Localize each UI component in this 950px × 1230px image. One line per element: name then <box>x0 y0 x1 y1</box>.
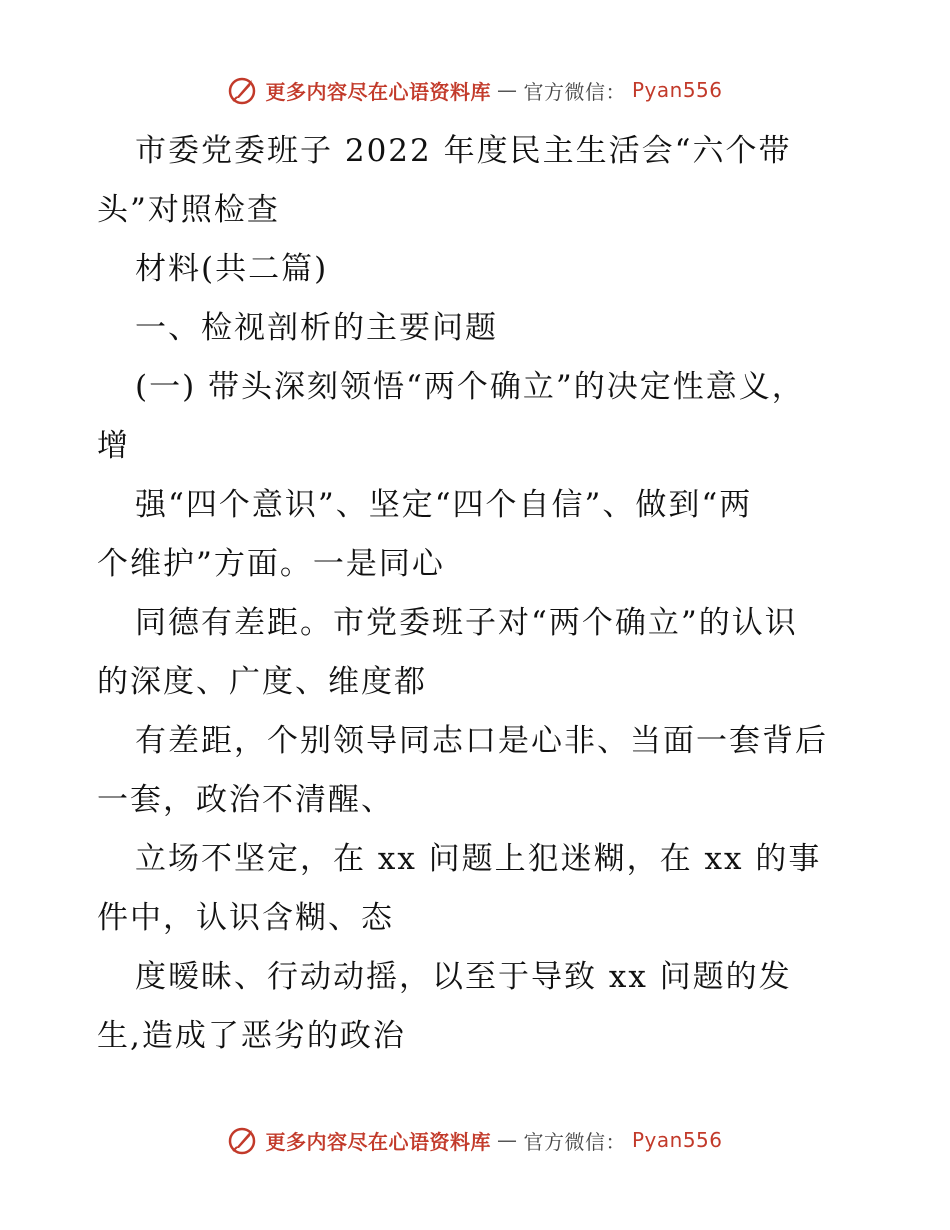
watermark-brand: 更多内容尽在心语资料库 <box>265 79 491 104</box>
section-heading: 一、检视剖析的主要问题 <box>135 310 498 346</box>
paragraph-line: 的深度、广度、维度都 <box>97 664 427 700</box>
doc-subtitle: 材料(共二篇) <box>135 251 329 287</box>
doc-title-line-2: 头”对照检查 <box>97 192 280 228</box>
watermark-separator: — <box>496 78 518 102</box>
paragraph-line: 生,造成了恶劣的政治 <box>97 1018 406 1054</box>
watermark-wechat-id: Pyan556 <box>631 1128 723 1152</box>
watermark-wechat-id: Pyan556 <box>631 78 723 102</box>
paragraph-line: 个维护”方面。一是同心 <box>97 546 445 582</box>
header-watermark <box>0 70 950 110</box>
paragraph-line: 件中，认识含糊、态 <box>97 900 394 936</box>
watermark-separator: — <box>496 1128 518 1152</box>
paragraph-line: 有差距，个别领导同志口是心非、当面一套背后 <box>135 723 828 759</box>
paragraph-line: 立场不坚定，在 xx 问题上犯迷糊，在 xx 的事 <box>135 841 822 877</box>
paragraph-line: 增 <box>97 428 130 464</box>
paragraph-line: 同德有差距。市党委班子对“两个确立”的认识 <box>135 605 798 641</box>
document-body <box>97 122 857 1066</box>
doc-title-line-1: 市委党委班子 2022 年度民主生活会“六个带 <box>135 133 792 169</box>
paragraph-line: (一) 带头深刻领悟“两个确立”的决定性意义， <box>135 369 805 405</box>
watermark-wechat-label: 官方微信： <box>523 1129 626 1154</box>
footer-watermark <box>0 1120 950 1160</box>
watermark-brand: 更多内容尽在心语资料库 <box>265 1129 491 1154</box>
watermark-wechat-label: 官方微信： <box>523 79 626 104</box>
quill-pen-circle-icon <box>227 1124 259 1156</box>
quill-pen-circle-icon <box>227 74 259 106</box>
paragraph-line: 一套，政治不清醒、 <box>97 782 394 818</box>
paragraph-line: 强“四个意识”、坚定“四个自信”、做到“两 <box>135 487 753 523</box>
paragraph-line: 度暧昧、行动动摇，以至于导致 xx 问题的发 <box>135 959 792 995</box>
